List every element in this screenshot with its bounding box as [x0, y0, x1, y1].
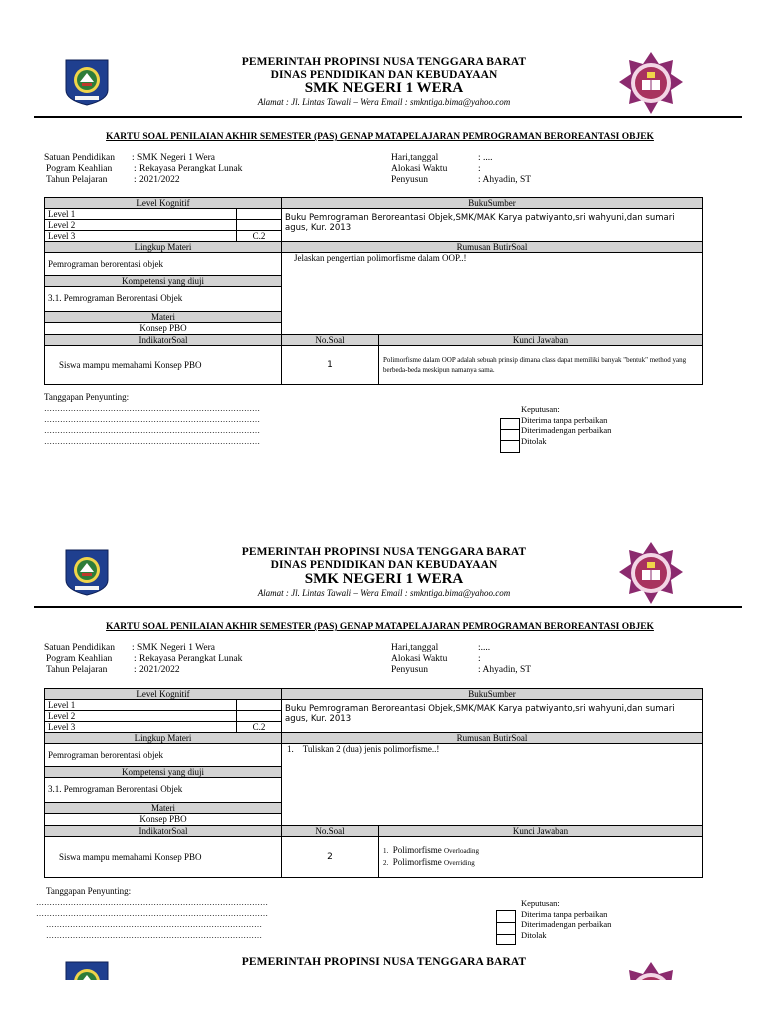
page-cutoff	[0, 980, 768, 1024]
no-soal-value: 2	[282, 837, 379, 878]
value-alokasi: :	[478, 654, 481, 664]
kunci-item-2: 2. Polimorfisme Overriding	[383, 857, 475, 867]
checkbox-ditolak[interactable]	[500, 440, 520, 453]
value-hari: :....	[478, 643, 491, 653]
rumusan-header: Rumusan ButirSoal	[282, 733, 703, 744]
tanggapan-dots-1: ………………………………………………………………………	[44, 404, 260, 413]
level-3-label: Level 3	[45, 722, 237, 733]
materi-value: Konsep PBO	[45, 814, 282, 826]
level-2-label: Level 2	[45, 220, 237, 231]
tanggapan-dots-2: ……………………………………………………………………………	[36, 909, 268, 918]
header-address: Alamat : Jl. Lintas Tawali – Wera Email : smkntiga.bima@yahoo.com	[257, 97, 511, 107]
keputusan-option-3: Ditolak	[521, 435, 547, 446]
value-satuan: : SMK Negeri 1 Wera	[132, 153, 215, 163]
level-2-label: Level 2	[45, 711, 237, 722]
level-3-value: C.2	[237, 722, 282, 733]
question-table	[44, 197, 703, 385]
buku-sumber-value: Buku Pemrograman Beroreantasi Objek,SMK/MAK Karya patwiyanto,sri wahyuni,dan sumari agus, Kur. 2013	[282, 209, 703, 242]
no-soal-value: 1	[282, 346, 379, 385]
indikator-value: Siswa mampu memahami Konsep PBO	[45, 346, 282, 385]
checkbox-ditolak[interactable]	[496, 934, 516, 945]
materi-value: Konsep PBO	[45, 323, 282, 335]
label-satuan: Satuan Pendidikan	[44, 643, 115, 653]
info-right	[391, 153, 531, 186]
value-tahun: : 2021/2022	[134, 665, 180, 675]
label-hari: Hari,tanggal	[391, 153, 439, 163]
question-card-3-partial	[0, 950, 768, 1024]
label-tahun: Tahun Pelajaran	[46, 665, 108, 675]
tanggapan-dots-3: ………………………………………………………………………	[46, 920, 262, 929]
question-table	[44, 688, 703, 878]
rumusan-header: Rumusan ButirSoal	[282, 242, 703, 253]
question-card-2	[0, 490, 768, 980]
header-school-name: SMK NEGERI 1 WERA	[304, 571, 464, 587]
question-card-1	[0, 0, 768, 490]
lingkup-materi-header: Lingkup Materi	[45, 242, 282, 253]
tanggapan-dots-4: ………………………………………………………………………	[44, 437, 260, 446]
header-school-name: SMK NEGERI 1 WERA	[304, 80, 464, 96]
no-soal-header: No.Soal	[282, 335, 379, 346]
tanggapan-dots-3: ………………………………………………………………………	[44, 426, 260, 435]
value-penyusun: : Ahyadin, ST	[478, 175, 532, 185]
keputusan-option-1: Diterima tanpa perbaikan	[521, 908, 608, 919]
header-government-line: PEMERINTAH PROPINSI NUSA TENGGARA BARAT	[241, 56, 527, 68]
rumusan-value	[282, 744, 703, 826]
label-tahun: Tahun Pelajaran	[46, 175, 108, 185]
value-program: : Rekayasa Perangkat Lunak	[134, 654, 243, 664]
keputusan-label: Keputusan:	[521, 404, 560, 414]
buku-sumber-header: BukuSumber	[282, 689, 703, 700]
rumusan-text: Tuliskan 2 (dua) jenis polimorfisme..!	[302, 744, 440, 754]
header-government-line: PEMERINTAH PROPINSI NUSA TENGGARA BARAT	[241, 956, 527, 968]
rumusan-number: 1.	[287, 744, 294, 754]
value-hari: : ....	[478, 153, 493, 163]
label-program: Pogram Keahlian	[46, 164, 113, 174]
header-divider	[34, 606, 742, 608]
level-3-value: C.2	[237, 231, 282, 242]
tanggapan-dots-1: ……………………………………………………………………………	[36, 898, 268, 907]
value-satuan: : SMK Negeri 1 Wera	[132, 643, 215, 653]
keputusan-section	[521, 404, 611, 446]
label-penyusun: Penyusun	[391, 665, 428, 675]
tanggapan-section	[44, 392, 260, 447]
tanggapan-label: Tanggapan Penyunting:	[46, 886, 132, 896]
tanggapan-dots-4: ………………………………………………………………………	[46, 931, 262, 940]
label-satuan: Satuan Pendidikan	[44, 153, 115, 163]
keputusan-section	[521, 898, 611, 940]
header-department-line: DINAS PENDIDIKAN DAN KEBUDAYAAN	[270, 69, 498, 81]
keputusan-option-3: Ditolak	[521, 929, 547, 940]
level-2-value	[237, 220, 282, 231]
kompetensi-header: Kompetensi yang diuji	[45, 767, 282, 778]
lingkup-materi-value: Pemrograman berorentasi objek	[45, 744, 282, 767]
kunci-value: Polimorfisme dalam OOP adalah sebuah prinsip dimana class dapat memiliki banyak "bentuk" method yang berbeda-beda meskipun namanya sama.	[379, 346, 703, 385]
buku-sumber-value: Buku Pemrograman Beroreantasi Objek,SMK/MAK Karya patwiyanto,sri wahyuni,dan sumari agus, Kur. 2013	[282, 700, 703, 733]
value-tahun: : 2021/2022	[134, 175, 180, 185]
no-soal-header: No.Soal	[282, 826, 379, 837]
kunci-value	[379, 837, 703, 878]
lingkup-materi-header: Lingkup Materi	[45, 733, 282, 744]
kompetensi-header: Kompetensi yang diuji	[45, 276, 282, 287]
info-right	[391, 643, 531, 676]
indikator-header: IndikatorSoal	[45, 826, 282, 837]
level-1-value	[237, 700, 282, 711]
level-kognitif-header: Level Kognitif	[45, 689, 282, 700]
tanggapan-dots-2: ………………………………………………………………………	[44, 415, 260, 424]
materi-header: Materi	[45, 312, 282, 323]
kunci-item-1: 1. Polimorfisme Overloading	[383, 845, 479, 855]
level-3-label: Level 3	[45, 231, 237, 242]
value-program: : Rekayasa Perangkat Lunak	[134, 164, 243, 174]
tanggapan-label: Tanggapan Penyunting:	[44, 392, 130, 402]
card-title: KARTU SOAL PENILAIAN AKHIR SEMESTER (PAS) GENAP MATAPELAJARAN PEMROGRAMAN BEROREANTASI OBJEK	[106, 132, 654, 142]
value-alokasi: :	[478, 164, 481, 174]
value-penyusun: : Ahyadin, ST	[478, 665, 532, 675]
label-alokasi: Alokasi Waktu	[391, 654, 448, 664]
label-penyusun: Penyusun	[391, 175, 428, 185]
keputusan-option-1: Diterima tanpa perbaikan	[521, 414, 608, 425]
card-title: KARTU SOAL PENILAIAN AKHIR SEMESTER (PAS) GENAP MATAPELAJARAN PEMROGRAMAN BEROREANTASI OBJEK	[106, 622, 654, 632]
rumusan-value: Jelaskan pengertian polimorfisme dalam OOP..!	[282, 253, 703, 335]
indikator-value: Siswa mampu memahami Konsep PBO	[45, 837, 282, 878]
lingkup-materi-value: Pemrograman berorentasi objek	[45, 253, 282, 276]
level-kognitif-header: Level Kognitif	[45, 198, 282, 209]
header-address: Alamat : Jl. Lintas Tawali – Wera Email : smkntiga.bima@yahoo.com	[257, 588, 511, 598]
info-left	[44, 643, 242, 676]
level-1-label: Level 1	[45, 209, 237, 220]
kunci-header: Kunci Jawaban	[379, 335, 703, 346]
kunci-header: Kunci Jawaban	[379, 826, 703, 837]
header-government-line: PEMERINTAH PROPINSI NUSA TENGGARA BARAT	[241, 546, 527, 558]
kompetensi-value: 3.1. Pemrograman Berorentasi Objek	[45, 778, 282, 803]
indikator-header: IndikatorSoal	[45, 335, 282, 346]
label-hari: Hari,tanggal	[391, 643, 439, 653]
keputusan-option-2: Diterimadengan perbaikan	[521, 919, 612, 929]
label-alokasi: Alokasi Waktu	[391, 164, 448, 174]
buku-sumber-header: BukuSumber	[282, 198, 703, 209]
keputusan-option-2: Diterimadengan perbaikan	[521, 425, 612, 435]
kompetensi-value: 3.1. Pemrograman Berorentasi Objek	[45, 287, 282, 312]
keputusan-label: Keputusan:	[521, 898, 560, 908]
header-divider	[34, 116, 742, 118]
label-program: Pogram Keahlian	[46, 654, 113, 664]
level-1-label: Level 1	[45, 700, 237, 711]
level-1-value	[237, 209, 282, 220]
materi-header: Materi	[45, 803, 282, 814]
level-2-value	[237, 711, 282, 722]
header-department-line: DINAS PENDIDIKAN DAN KEBUDAYAAN	[270, 559, 498, 571]
info-left	[44, 153, 242, 186]
tanggapan-section	[36, 886, 268, 941]
